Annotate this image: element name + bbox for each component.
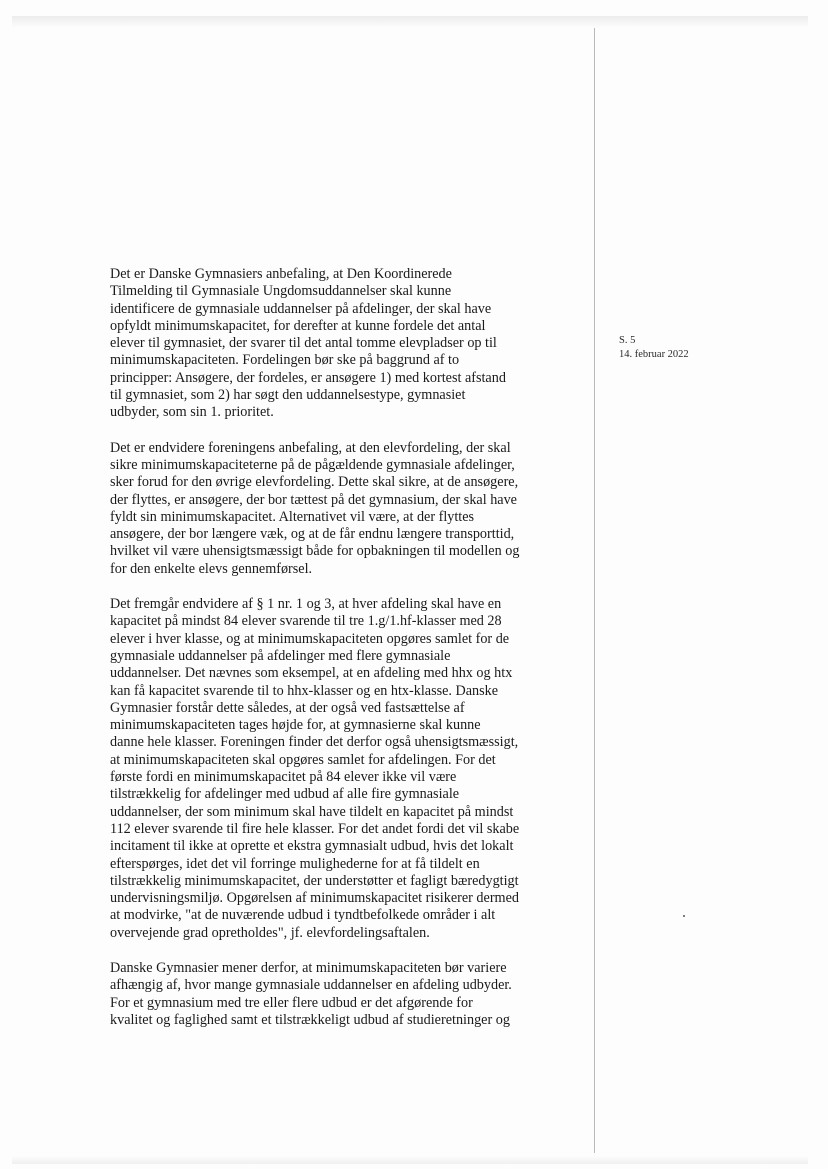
text-line: hvilket vil være uhensigtsmæssigt både for opbakningen til modellen og	[110, 543, 520, 560]
paragraph-2	[110, 440, 572, 578]
text-line: at modvirke, "at de nuværende udbud i tyndtbefolkede områder i alt	[110, 907, 496, 924]
text-line: Gymnasier forstår dette således, at der også ved fastsættelse af	[110, 699, 465, 716]
text-line: minimumskapaciteten. Fordelingen bør ske på baggrund af to	[110, 352, 460, 369]
text-line: identificere de gymnasiale uddannelser på afdelinger, der skal have	[110, 300, 492, 317]
text-line: elever til gymnasiet, der svarer til det antal tomme elevpladser op til	[110, 335, 497, 352]
text-line: tilstrækkelig minimumskapacitet, der understøtter et fagligt bæredygtigt	[110, 872, 519, 889]
text-line: sikre minimumskapaciteterne på de pågældende gymnasiale afdelinger,	[110, 456, 515, 473]
text-line: uddannelser. Det nævnes som eksempel, at en afdeling med hhx og htx	[110, 665, 513, 682]
text-line: Det er endvidere foreningens anbefaling, at den elevfordeling, der skal	[110, 439, 511, 456]
text-line: for den enkelte elevs gennemførsel.	[110, 560, 313, 577]
page-number: S. 5	[619, 335, 636, 346]
text-line: 112 elever svarende til fire hele klasser. For det andet fordi det vil skabe	[110, 820, 520, 837]
page-meta	[619, 334, 689, 362]
text-line: udbyder, som sin 1. prioritet.	[110, 404, 274, 421]
text-line: uddannelser, der som minimum skal have tildelt en kapacitet på mindst	[110, 803, 514, 820]
text-line: kapacitet på mindst 84 elever svarende til tre 1.g/1.hf-klasser med 28	[110, 613, 502, 630]
text-line: tilstrækkelig for afdelinger med udbud af alle fire gymnasiale	[110, 786, 460, 803]
paragraph-1	[110, 266, 572, 422]
text-line: til gymnasiet, som 2) har søgt den uddannelsestype, gymnasiet	[110, 387, 466, 404]
text-line: at minimumskapaciteten skal opgøres samlet for afdelingen. For det	[110, 751, 496, 768]
text-line: Det er Danske Gymnasiers anbefaling, at Den Koordinerede	[110, 266, 452, 282]
text-line: elever i hver klasse, og at minimumskapaciteten opgøres samlet for de	[110, 630, 510, 647]
text-line: Det fremgår endvidere af § 1 nr. 1 og 3, at hver afdeling skal have en	[110, 596, 502, 613]
text-line: første fordi en minimumskapacitet på 84 elever ikke vil være	[110, 769, 457, 786]
scan-top-edge	[12, 16, 808, 28]
text-line: ansøgere, der bor længere væk, og at de får endnu længere transporttid,	[110, 526, 515, 543]
text-line: overvejende grad opretholdes", jf. elevfordelingsaftalen.	[110, 924, 430, 941]
text-line: efterspørges, idet det vil forringe mulighederne for at få tildelt en	[110, 855, 480, 872]
text-line: For et gymnasium med tre eller flere udbud er det afgørende for	[110, 994, 473, 1011]
text-line: sker forud for den øvrige elevfordeling. Dette skal sikre, at de ansøgere,	[110, 474, 519, 491]
text-line: undervisningsmiljø. Opgørelsen af minimumskapacitet risikerer dermed	[110, 890, 519, 907]
text-line: afhængig af, hvor mange gymnasiale uddannelser en afdeling udbyder.	[110, 977, 512, 994]
text-line: Danske Gymnasier mener derfor, at minimumskapaciteten bør variere	[110, 959, 507, 976]
text-line: danne hele klasser. Foreningen finder det derfor også uhensigtsmæssigt,	[110, 734, 519, 751]
text-line: kvalitet og faglighed samt et tilstrækkeligt udbud af studieretninger og	[110, 1011, 510, 1028]
body-text	[110, 266, 572, 1029]
text-line: der flyttes, er ansøgere, der bor tættest på det gymnasium, der skal have	[110, 491, 517, 508]
text-line: Tilmelding til Gymnasiale Ungdomsuddannelser skal kunne	[110, 283, 452, 300]
text-line: minimumskapaciteten tages højde for, at gymnasierne skal kunne	[110, 717, 481, 734]
text-line: gymnasiale uddannelser på afdelinger med flere gymnasiale	[110, 647, 451, 664]
scan-bottom-edge	[12, 1156, 808, 1164]
scan-speck	[683, 915, 685, 917]
text-line: kan få kapacitet svarende til to hhx-klasser og en htx-klasse. Danske	[110, 682, 499, 699]
paragraph-4	[110, 960, 572, 1029]
text-line: principper: Ansøgere, der fordeles, er ansøgere 1) med kortest afstand	[110, 369, 506, 386]
text-line: fyldt sin minimumskapacitet. Alternativet vil være, at der flyttes	[110, 508, 475, 525]
document-date: 14. februar 2022	[619, 349, 689, 360]
paragraph-3	[110, 596, 572, 942]
text-line: incitament til ikke at oprette et ekstra gymnasialt udbud, hvis det lokalt	[110, 838, 514, 855]
text-line: opfyldt minimumskapacitet, for derefter at kunne fordele det antal	[110, 317, 486, 334]
margin-divider	[594, 28, 595, 1153]
